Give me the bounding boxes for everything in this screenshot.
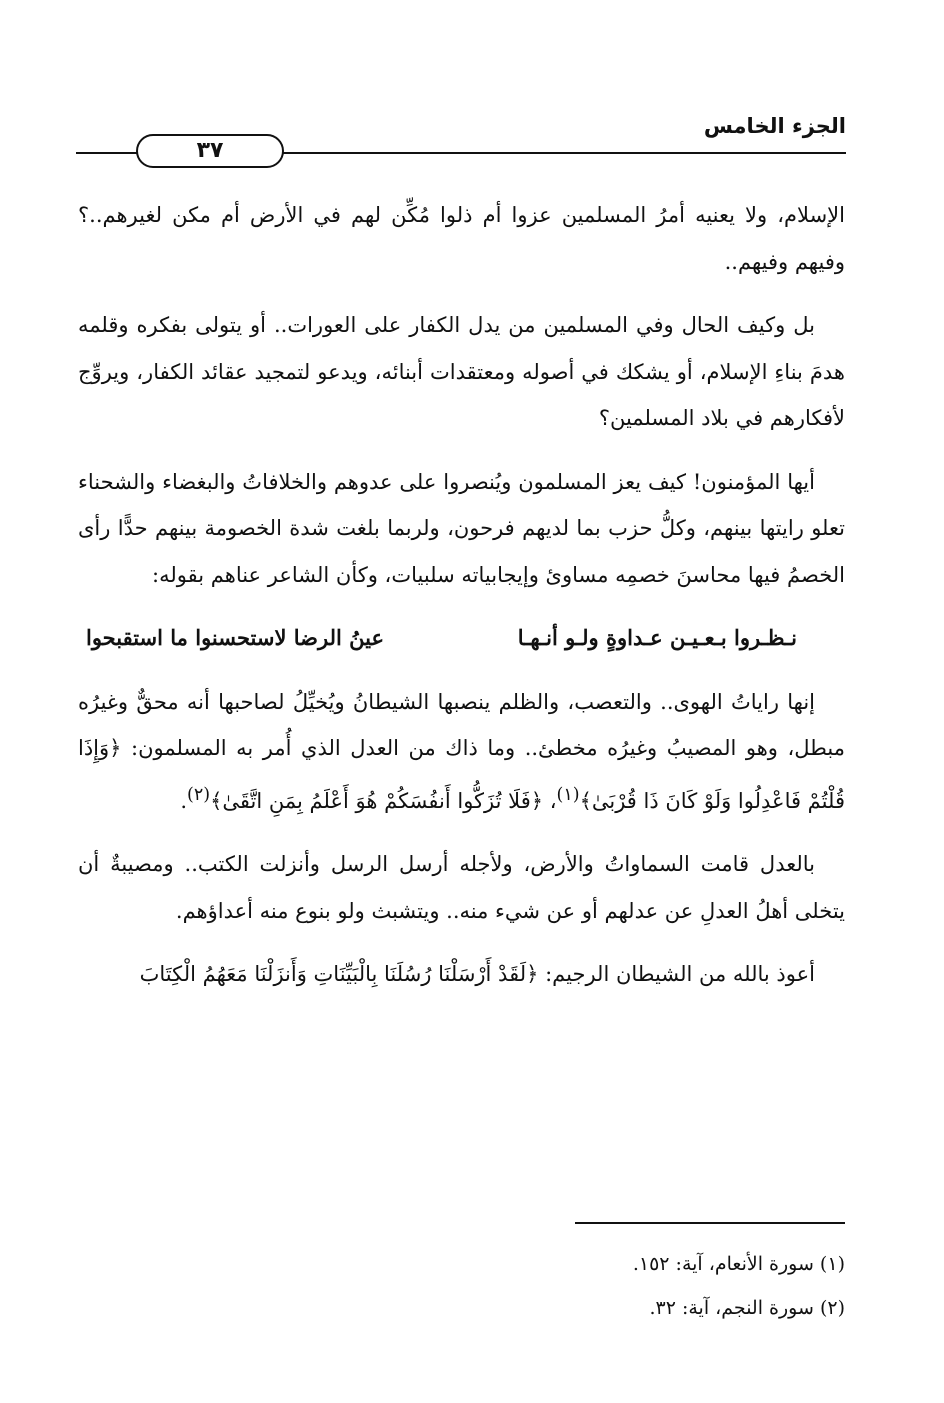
main-text	[78, 192, 845, 1015]
paragraph-text: إنها راياتُ الهوى.. والتعصب، والظلم ينصبها الشيطانُ ويُخيِّلُ لصاحبها أنه محقٌّ وغيرُه مبطل، وهو المصيبُ وغيرُه مخطئ.. وما ذاك من العدل الذي أُمر به المسلمون:	[78, 689, 845, 760]
quran-quote: ﴿فَلَا تُزَكُّوا أَنفُسَكُمْ هُوَ أَعْلَمُ بِمَنِ اتَّقَىٰ﴾	[210, 788, 544, 813]
footnote: (٢) سورة النجم، آية: ٣٢.	[649, 1297, 845, 1319]
chapter-title: الجزء الخامس	[703, 114, 846, 138]
paragraph-text: أعوذ بالله من الشيطان الرجيم:	[538, 962, 815, 986]
paragraph: الإسلام، ولا يعنيه أمرُ المسلمين عزوا أم ذلوا مُكِّن لهم في الأرض أم مكن لغيرهم..؟ وفيهم وفيهم..	[78, 203, 845, 274]
quran-quote: ﴿وَإِذَا قُلْتُمْ فَاعْدِلُوا وَلَوْ كَانَ ذَا قُرْبَىٰ﴾	[78, 736, 845, 813]
footnote-list	[78, 1236, 845, 1330]
sentence-end: .	[180, 788, 188, 813]
footnote-ref: (٢)	[187, 784, 211, 805]
footnotes	[78, 1222, 845, 1330]
footnote-rule	[575, 1222, 845, 1224]
footnote-ref: (١)	[556, 784, 580, 805]
paragraph: بالعدل قامت السماواتُ والأرض، ولأجله أرسل الرسل وأنزلت الكتب.. ومصيبةٌ أن يتخلى أهلُ العدلِ عن عدلهم أو عن شيء منه.. ويتشبث ولو بنوع منه أعداؤهم.	[78, 852, 845, 923]
verse-second-hemistich: عينُ الرضا لاستحسنوا ما استقبحوا	[86, 625, 384, 650]
paragraph	[78, 951, 845, 998]
paragraph	[78, 679, 845, 825]
page-header	[76, 108, 846, 168]
paragraph: بل وكيف الحال وفي المسلمين من يدل الكفار على العورات.. أو يتولى بفكره وقلمه هدمَ بناءِ الإسلام، أو يشكك في أصوله ومعتقدات أبنائه، ويدعو لتمجيد عقائد الكفار، ويروِّج لأفكارهم في بلاد المسلمين؟	[78, 313, 845, 430]
page-number: ٣٧	[136, 134, 284, 168]
verse-first-hemistich: نـظـروا بـعـيـن عـداوةٍ ولـو أنـهـا	[517, 625, 797, 650]
quran-quote: ﴿لَقَدْ أَرْسَلْنَا رُسُلَنَا بِالْبَيِّنَاتِ وَأَنزَلْنَا مَعَهُمُ الْكِتَابَ	[139, 962, 539, 986]
poetry-verse	[78, 615, 845, 662]
footnote: (١) سورة الأنعام، آية: ١٥٢.	[632, 1253, 845, 1275]
paragraph: أيها المؤمنون! كيف يعز المسلمون ويُنصروا على عدوهم والخلافاتُ والبغضاء والشحناء تعلو رايتها بينهم، وكلُّ حزب بما لديهم فرحون، ولربما بلغت شدة الخصومة بينهم حدًّا رأى الخصمُ فيها محاسنَ خصمِه مساوئ وإيجابياته سلبيات، وكأن الشاعر عناهم بقوله:	[78, 469, 845, 587]
separator: ،	[543, 788, 557, 813]
